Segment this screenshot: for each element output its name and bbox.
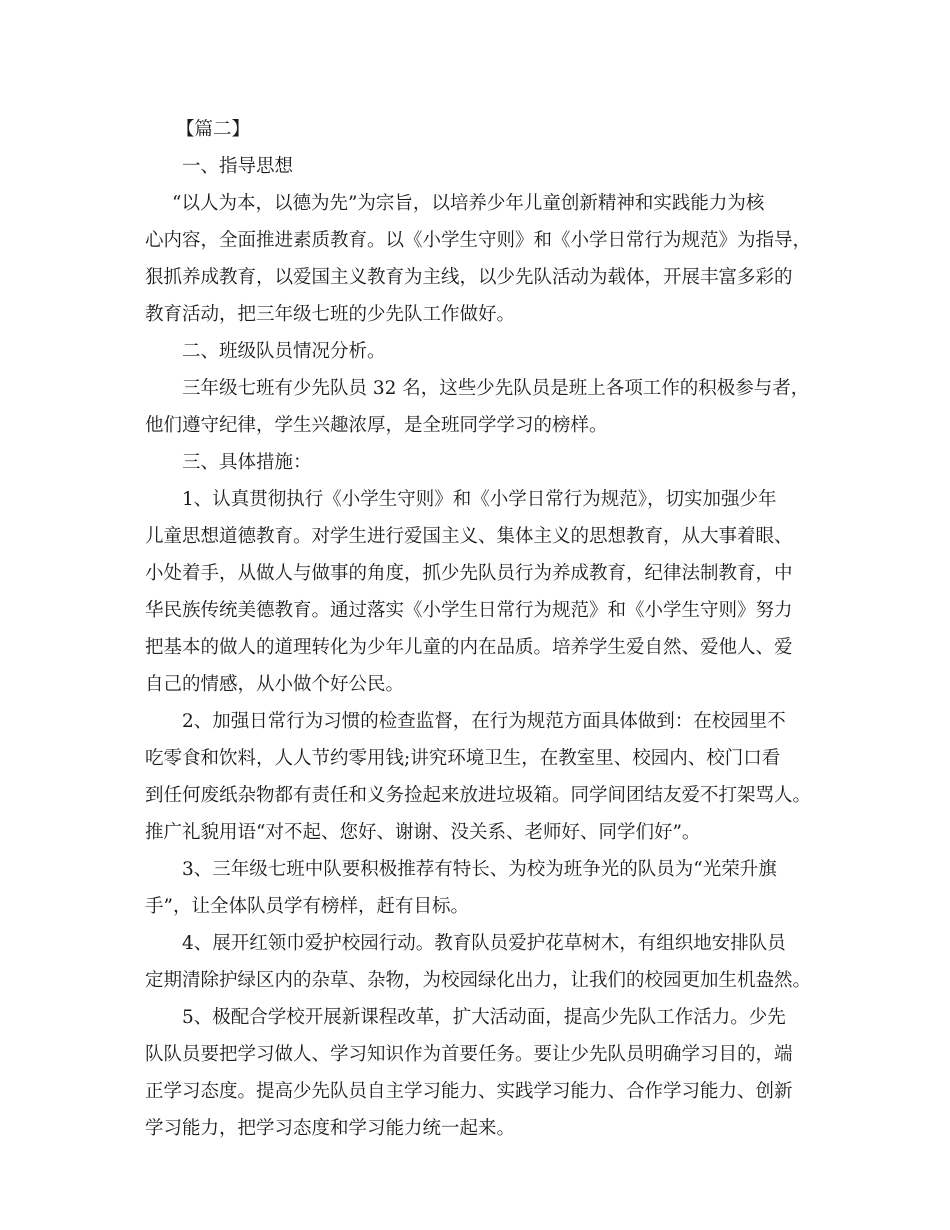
paragraph-line: 把基本的做人的道理转化为少年儿童的内在品质。培养学生爱自然、爱他人、爱	[145, 637, 793, 658]
paragraph-line: 三年级七班有少先队员 32 名，这些少先队员是班上各项工作的积极参与者，	[182, 378, 810, 399]
paragraph-line: 吃零食和饮料，人人节约零用钱;讲究环境卫生，在教室里、校园内、校门口看	[145, 748, 781, 769]
paragraph-line: 他们遵守纪律，学生兴趣浓厚，是全班同学学习的榜样。	[145, 415, 608, 436]
paragraph-line: 队队员要把学习做人、学习知识作为首要任务。要让少先队员明确学习目的，端	[145, 1044, 793, 1065]
paragraph-line: 1、认真贯彻执行《小学生守则》和《小学日常行为规范》，切实加强少年	[182, 489, 777, 510]
paragraph-line: 2、加强日常行为习惯的检查监督，在行为规范方面具体做到：在校园里不	[182, 711, 786, 732]
heading-guiding-ideology: 一、指导思想	[182, 156, 294, 177]
paragraph-line: 3、三年级七班中队要积极推荐有特长、为校为班争光的队员为“光荣升旗	[182, 859, 777, 880]
paragraph-line: 儿童思想道德教育。对学生进行爱国主义、集体主义的思想教育，从大事着眼、	[145, 526, 793, 547]
paragraph-line: 学习能力，把学习态度和学习能力统一起来。	[145, 1118, 516, 1139]
heading-measures: 三、具体措施：	[182, 452, 312, 473]
paragraph-line: 华民族传统美德教育。通过落实《小学生日常行为规范》和《小学生守则》努力	[145, 600, 793, 621]
section-heading: 【篇二】	[176, 119, 251, 140]
paragraph-line: 狠抓养成教育，以爱国主义教育为主线，以少先队活动为载体，开展丰富多彩的	[145, 267, 793, 288]
paragraph-line: 教育活动，把三年级七班的少先队工作做好。	[145, 304, 516, 325]
heading-class-analysis: 二、班级队员情况分析。	[182, 341, 386, 362]
paragraph-line: 4、展开红领巾爱护校园行动。教育队员爱护花草树木，有组织地安排队员	[182, 933, 786, 954]
paragraph-line: 自己的情感，从小做个好公民。	[145, 674, 405, 695]
paragraph-line: 5、极配合学校开展新课程改革，扩大活动面，提高少先队工作活力。少先	[182, 1007, 786, 1028]
paragraph-line: 定期清除护绿区内的杂草、杂物，为校园绿化出力，让我们的校园更加生机盎然。	[145, 970, 812, 991]
paragraph-line: 正学习态度。提高少先队员自主学习能力、实践学习能力、合作学习能力、创新	[145, 1081, 793, 1102]
paragraph-line: 小处着手，从做人与做事的角度，抓少先队员行为养成教育，纪律法制教育，中	[145, 563, 793, 584]
paragraph-line: 到任何废纸杂物都有责任和义务捡起来放进垃圾箱。同学间团结友爱不打架骂人。	[145, 785, 812, 806]
paragraph-line: 手”，让全体队员学有榜样，赶有目标。	[145, 896, 469, 917]
paragraph-line: “以人为本，以德为先”为宗旨，以培养少年儿童创新精神和实践能力为核	[172, 193, 765, 214]
paragraph-line: 心内容，全面推进素质教育。以《小学生守则》和《小学日常行为规范》为指导，	[145, 230, 812, 251]
paragraph-line: 推广礼貌用语“对不起、您好、谢谢、没关系、老师好、同学们好”。	[145, 822, 701, 843]
